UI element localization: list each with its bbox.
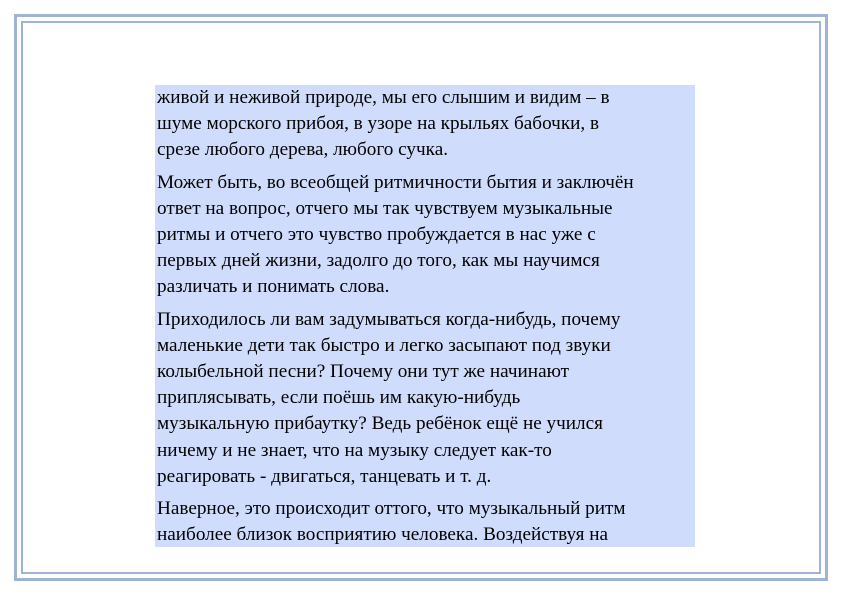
paragraph-1: живой и неживой природе, мы его слышим и видим – в шуме морского прибоя, в узоре на крыльях бабочки, в срезе любого дерева, любого сучка.	[157, 87, 610, 161]
text-block	[155, 85, 695, 547]
paragraph-4: Наверное, это происходит оттого, что музыкальный ритм наиболее близок восприятию человека. Воздействуя на	[157, 498, 626, 546]
paragraph-3: Приходилось ли вам задумываться когда-нибудь, почему маленькие дети так быстро и легко засыпают под звуки колыбельной песни? Почему они тут же начинают приплясывать, если поёшь им какую-нибудь музыкальную прибаутку? Ведь ребёнок ещё не учился ничему и не знает, что на музыку следует как-то реагировать - двигаться, танцевать и т. д.	[157, 308, 621, 487]
paragraph-2: Может быть, во всеобщей ритмичности бытия и заключён ответ на вопрос, отчего мы так чувствуем музыкальные ритмы и отчего это чувство пробуждается в нас уже с первых дней жизни, задолго до того, как мы научимся различать и понимать слова.	[157, 171, 634, 298]
